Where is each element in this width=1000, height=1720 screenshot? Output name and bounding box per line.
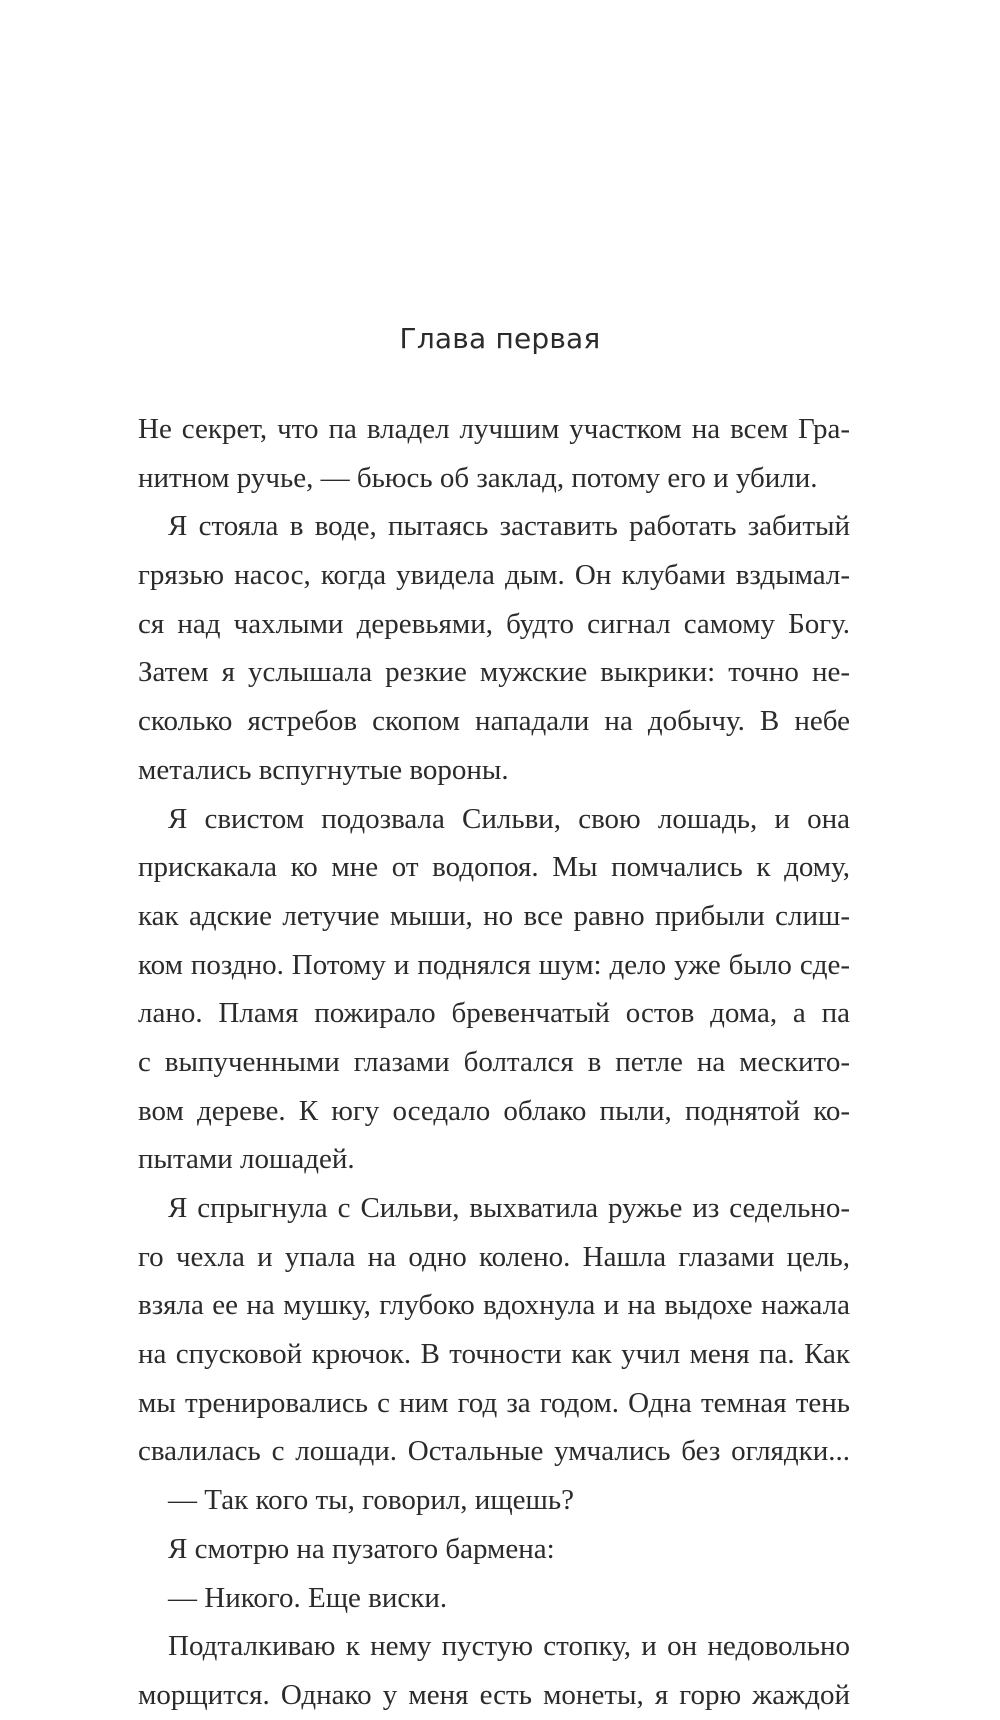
chapter-title: Глава первая — [399, 322, 601, 355]
text-line: мы тренировались с ним год за годом. Одна темная тень — [138, 1386, 850, 1419]
text-line: нитном ручье, — бьюсь об заклад, потому его и убили. — [138, 461, 818, 494]
text-line: метались вспугнутые вороны. — [138, 753, 509, 786]
text-line: грязью насос, когда увидела дым. Он клубами вздымал- — [138, 559, 850, 592]
text-line: ком поздно. Потому и поднялся шум: дело уже было сде- — [138, 948, 850, 981]
text-line: с выпученными глазами болтался в петле на мескито- — [138, 1045, 850, 1078]
text-line: Не секрет, что па владел лучшим участком на всем Гра- — [138, 413, 850, 445]
text-line: вом дереве. К югу оседало облако пыли, поднятой ко- — [138, 1094, 850, 1127]
text-line: сколько ястребов скопом нападали на добычу. В небе — [138, 705, 850, 738]
text-line: морщится. Однако у меня есть монеты, я горю жаждой — [138, 1678, 850, 1711]
text-line: прискакала ко мне от водопоя. Мы помчались к дому, — [138, 851, 850, 884]
text-line: Я свистом подозвала Сильви, свою лошадь, и она — [168, 802, 850, 835]
text-line: Подталкиваю к нему пустую стопку, и он недовольно — [168, 1630, 850, 1663]
text-line: взяла ее на мушку, глубоко вдохнула и на выдохе нажала — [138, 1289, 850, 1322]
body-text — [138, 405, 850, 1720]
text-line: Затем я услышала резкие мужские выкрики: точно не- — [138, 656, 850, 689]
text-line: — Так кого ты, говорил, ищешь? — [168, 1484, 574, 1517]
text-line: лано. Пламя пожирало бревенчатый остов дома, а па — [138, 997, 850, 1030]
text-line: свалилась с лошади. Остальные умчались без оглядки... — [138, 1435, 850, 1468]
text-line: Я смотрю на пузатого бармена: — [168, 1532, 555, 1565]
text-line: го чехла и упала на одно колено. Нашла глазами цель, — [138, 1240, 850, 1273]
text-line: как адские летучие мыши, но все равно прибыли слиш- — [138, 899, 850, 932]
text-line: — Никого. Еще виски. — [168, 1581, 448, 1614]
text-line: ся над чахлыми деревьями, будто сигнал самому Богу. — [138, 607, 850, 640]
text-line: Я спрыгнула с Сильви, выхватила ружье из седельно- — [168, 1192, 850, 1224]
text-line: на спусковой крючок. В точности как учил меня па. Как — [138, 1338, 850, 1371]
text-line: Я стояла в воде, пытаясь заставить работать забитый — [168, 510, 850, 543]
text-line: пытами лошадей. — [138, 1143, 355, 1176]
